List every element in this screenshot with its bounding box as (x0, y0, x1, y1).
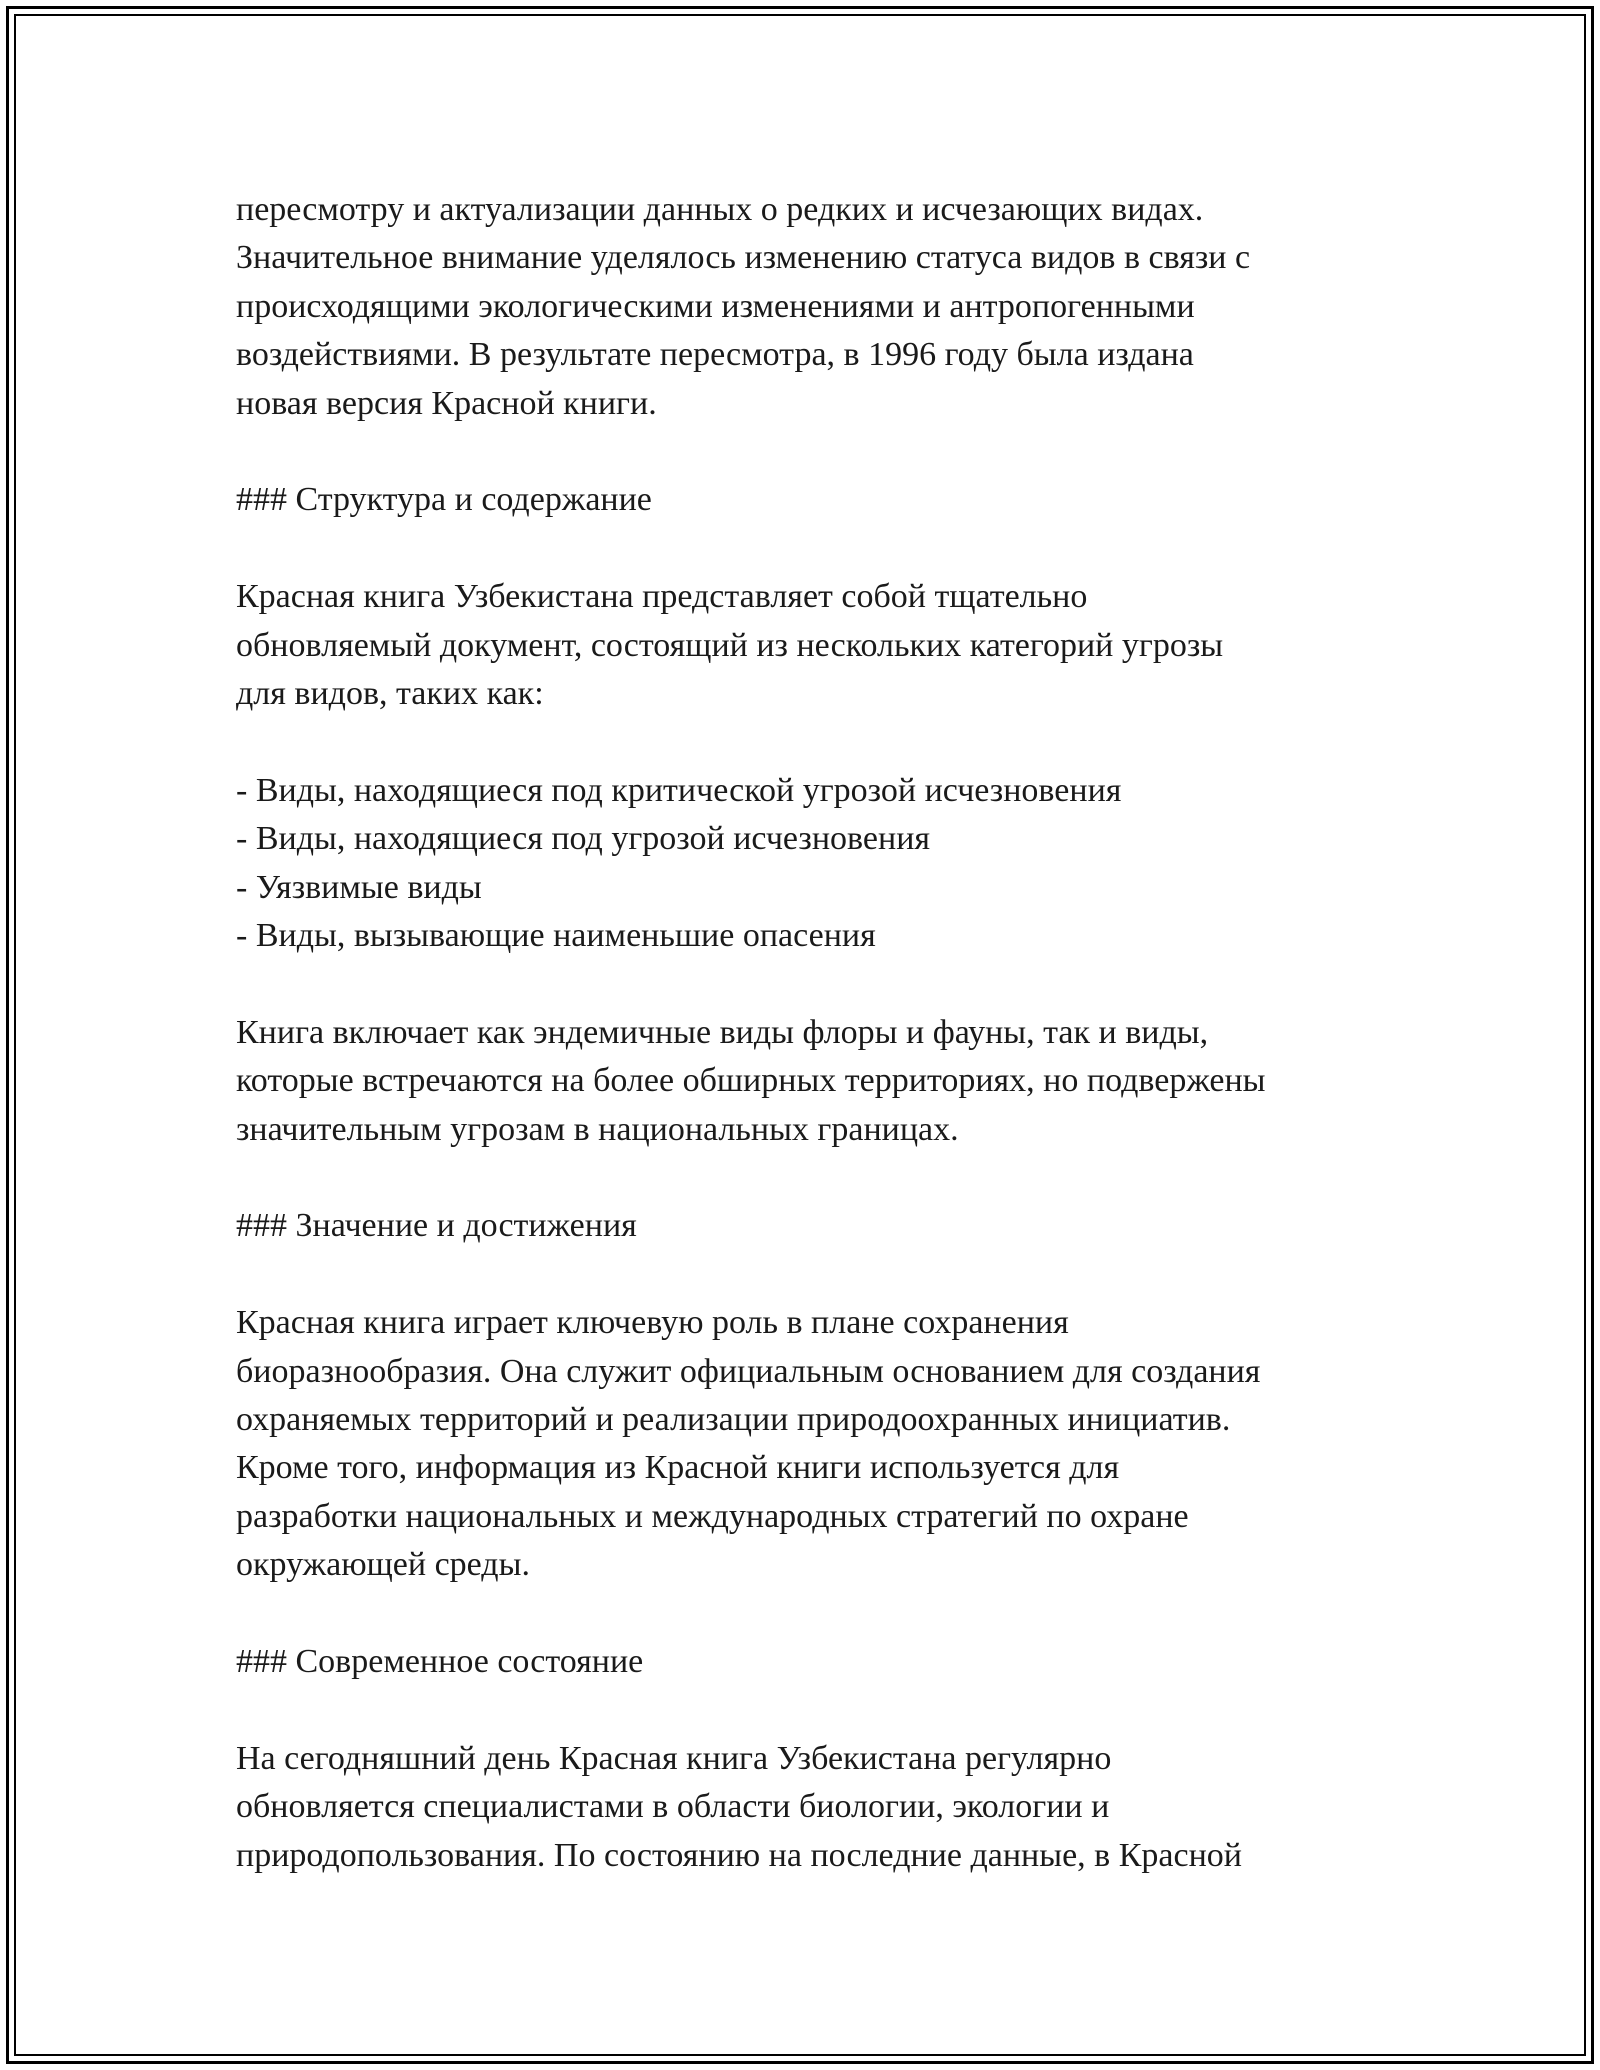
list-threat-categories: - Виды, находящиеся под критической угрозой исчезновения - Виды, находящиеся под угрозой исчезновения - Уязвимые виды - Виды, вызывающие наименьшие опасения (236, 771, 1122, 955)
paragraph-significance: Красная книга играет ключевую роль в плане сохранения биоразнообразия. Она служит официальным основанием для создания охраняемых территорий и реализации природоохранных инициатив. Кроме того, информация из Красной книги используется для разработки национальных и международных стратегий по охране окружающей среды. (236, 1304, 1261, 1584)
heading-structure-and-content: ### Структура и содержание (236, 481, 652, 519)
paragraph-revision-history: пересмотру и актуализации данных о редких и исчезающих видах. Значительное внимание уделялось изменению статуса видов в связи с происходящими экологическими изменениями и антропогенными воздействиями. В результате пересмотра, в 1996 году была издана новая версия Красной книги. (236, 191, 1251, 422)
heading-current-state: ### Современное состояние (236, 1643, 644, 1681)
paragraph-species-scope: Книга включает как эндемичные виды флоры и фауны, так и виды, которые встречаются на более обширных территориях, но подвержены значительным угрозам в национальных границах. (236, 1013, 1266, 1148)
paragraph-current-state: На сегодняшний день Красная книга Узбекистана регулярно обновляется специалистами в области биологии, экологии и природопользования. По состоянию на последние данные, в Красной (236, 1739, 1242, 1874)
heading-significance-and-achievements: ### Значение и достижения (236, 1207, 637, 1245)
document-body (236, 186, 1366, 1880)
paragraph-structure-intro: Красная книга Узбекистана представляет собой тщательно обновляемый документ, состоящий из нескольких категорий угрозы для видов, таких как: (236, 578, 1224, 713)
